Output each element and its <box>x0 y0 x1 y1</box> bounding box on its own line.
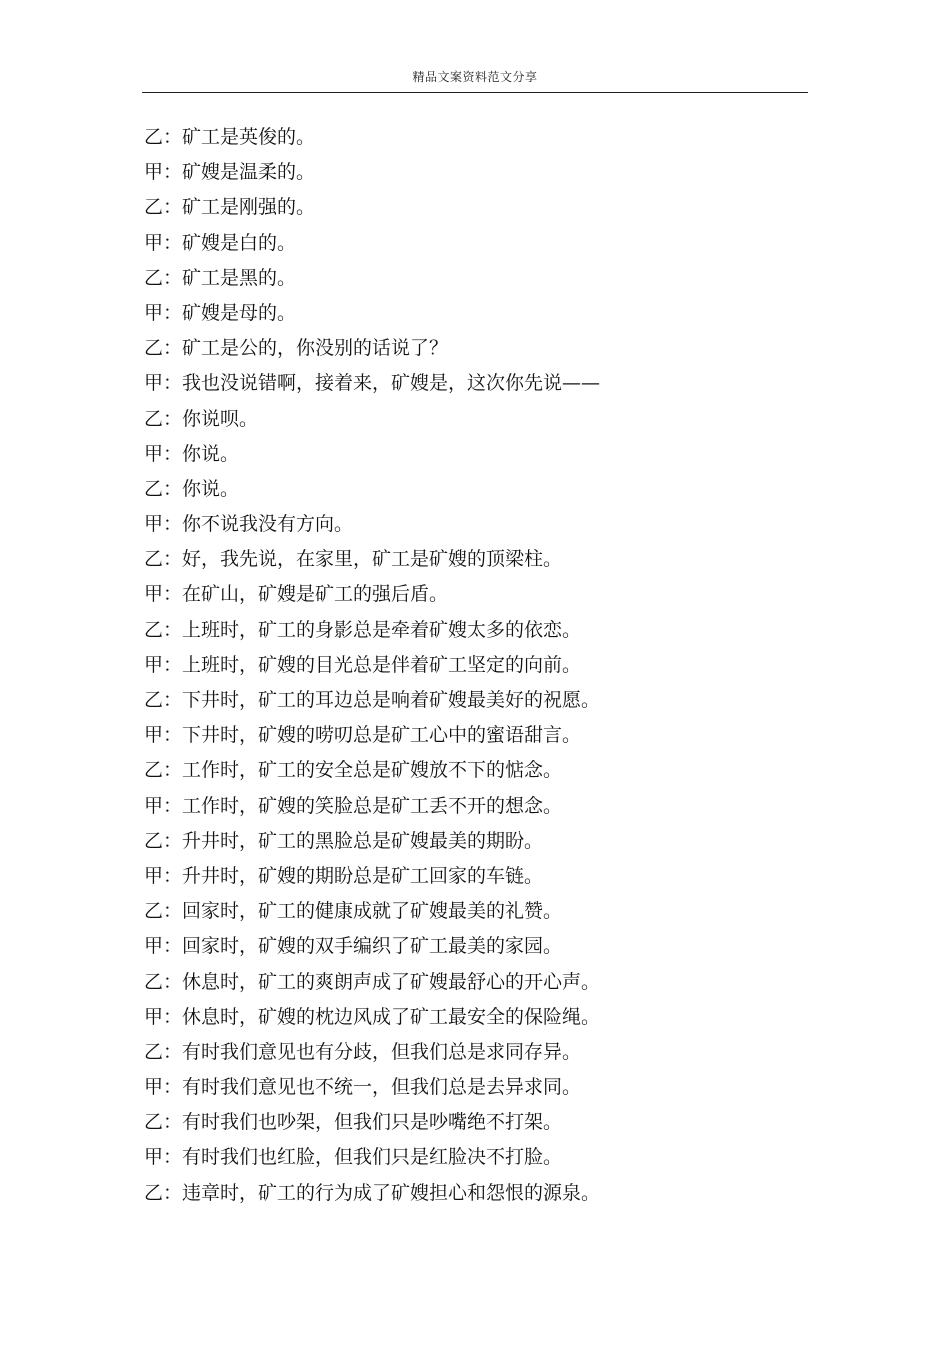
header-title: 精品文案资料范文分享 <box>412 70 538 84</box>
dialogue-line: 乙：好，我先说，在家里，矿工是矿嫂的顶梁柱。 <box>144 548 563 571</box>
dialogue-line: 乙：违章时，矿工的行为成了矿嫂担心和怨恨的源泉。 <box>144 1181 601 1204</box>
dialogue-line: 甲：有时我们也红脸，但我们只是红脸决不打脸。 <box>144 1146 563 1169</box>
dialogue-line: 甲：有时我们意见也不统一，但我们总是去异求同。 <box>144 1076 582 1099</box>
dialogue-line: 乙：有时我们也吵架，但我们只是吵嘴绝不打架。 <box>144 1111 563 1134</box>
dialogue-line: 乙：矿工是公的，你没别的话说了？ <box>144 337 449 360</box>
dialogue-line: 甲：上班时，矿嫂的目光总是伴着矿工坚定的向前。 <box>144 653 582 676</box>
dialogue-line: 乙：矿工是英俊的。 <box>144 126 316 148</box>
dialogue-line: 乙：矿工是黑的。 <box>144 266 297 289</box>
dialogue-line: 甲：休息时，矿嫂的枕边风成了矿工最安全的保险绳。 <box>144 1005 601 1028</box>
dialogue-line: 乙：回家时，矿工的健康成就了矿嫂最美的礼赞。 <box>144 900 563 923</box>
dialogue-line: 甲：你不说我没有方向。 <box>144 513 354 536</box>
dialogue-line: 乙：升井时，矿工的黑脸总是矿嫂最美的期盼。 <box>144 829 544 852</box>
dialogue-line: 甲：我也没说错啊，接着来，矿嫂是，这次你先说—— <box>144 372 601 395</box>
dialogue-line: 甲：工作时，矿嫂的笑脸总是矿工丢不开的想念。 <box>144 794 563 817</box>
dialogue-line: 乙：矿工是刚强的。 <box>144 196 316 219</box>
dialogue-line: 甲：升井时，矿嫂的期盼总是矿工回家的车链。 <box>144 864 544 887</box>
dialogue-line: 甲：矿嫂是温柔的。 <box>144 161 316 184</box>
dialogue-line: 甲：下井时，矿嫂的唠叨总是矿工心中的蜜语甜言。 <box>144 724 582 747</box>
dialogue-line: 乙：休息时，矿工的爽朗声成了矿嫂最舒心的开心声。 <box>144 970 601 993</box>
dialogue-line: 甲：你说。 <box>144 442 240 465</box>
page-header <box>142 66 808 93</box>
dialogue-line: 甲：回家时，矿嫂的双手编织了矿工最美的家园。 <box>144 935 563 958</box>
dialogue-line: 甲：在矿山，矿嫂是矿工的强后盾。 <box>144 583 449 606</box>
dialogue-line: 甲：矿嫂是白的。 <box>144 231 297 254</box>
dialogue-line: 乙：工作时，矿工的安全总是矿嫂放不下的惦念。 <box>144 759 563 782</box>
dialogue-body <box>144 120 808 1211</box>
dialogue-line: 乙：下井时，矿工的耳边总是响着矿嫂最美好的祝愿。 <box>144 689 601 711</box>
dialogue-line: 乙：上班时，矿工的身影总是牵着矿嫂太多的依恋。 <box>144 618 582 641</box>
dialogue-line: 甲：矿嫂是母的。 <box>144 301 297 324</box>
dialogue-line: 乙：你说。 <box>144 477 240 500</box>
dialogue-line: 乙：你说呗。 <box>144 407 259 430</box>
dialogue-line: 乙：有时我们意见也有分歧，但我们总是求同存异。 <box>144 1040 582 1063</box>
